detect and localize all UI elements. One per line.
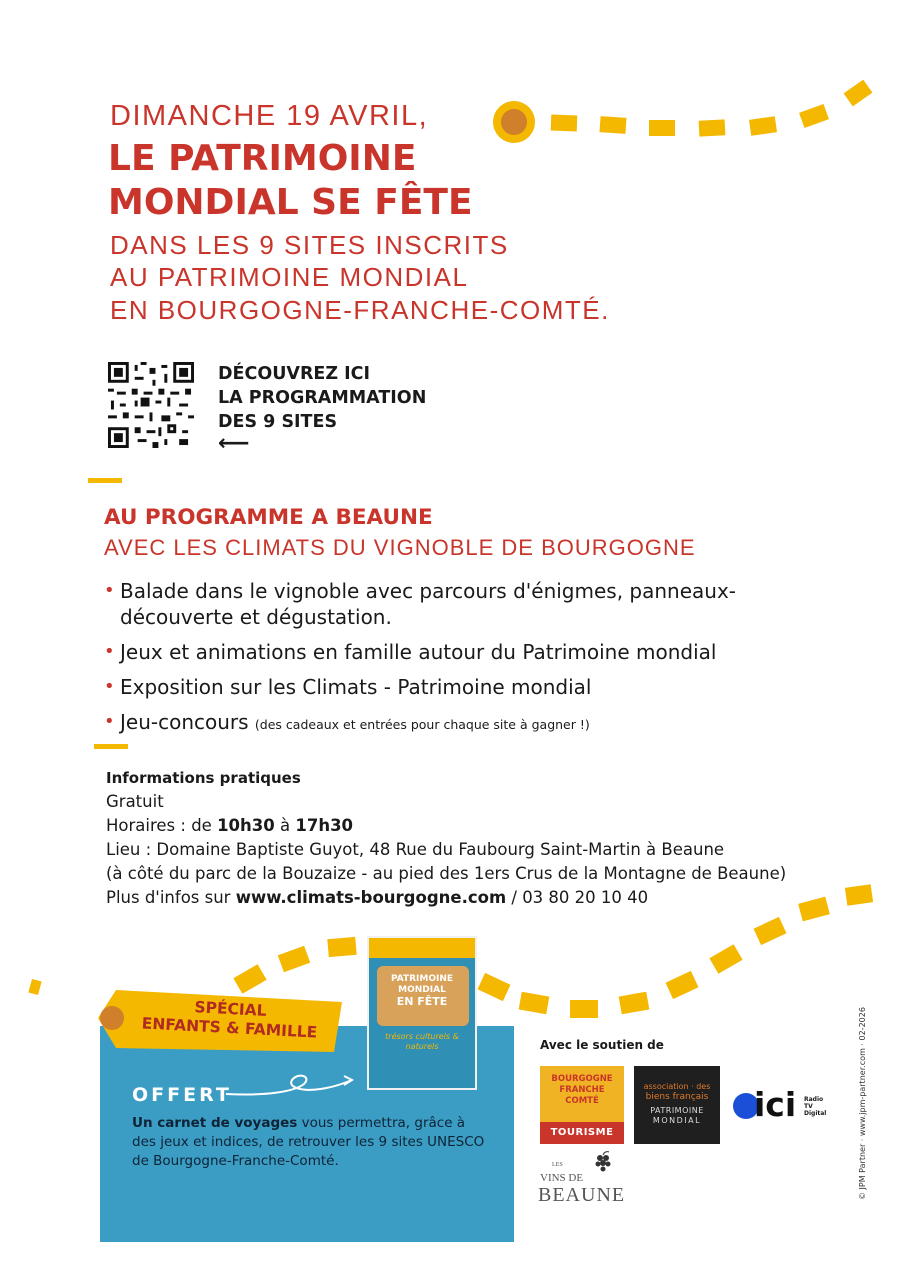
event-date: DIMANCHE 19 AVRIL, [110,100,429,132]
booklet-image [367,936,477,1090]
sponsors-label: Avec le soutien de [540,1038,664,1052]
info-place: Lieu : Domaine Baptiste Guyot, 48 Rue du Faubourg Saint-Martin à Beaune [106,840,725,859]
offer-title: OFFERT [132,1084,232,1106]
qr-code[interactable] [108,362,194,448]
offer-text: Un carnet de voyages vous permettra, grâce à des jeux et indices, de retrouver les 9 sites UNESCO de Bourgogne-Franche-Comté. [132,1115,485,1169]
tag-line-2: ENFANTS & FAMILLE [141,1014,318,1042]
vins-de-beaune-logo [534,1150,644,1212]
bfc-tourisme-logo [540,1066,624,1144]
assoc-line-3: PATRIMOINE [650,1106,704,1115]
arrow-left-icon: ⟵ [218,431,250,456]
assoc-line-2: biens français [645,1092,709,1102]
ici-sub-3: Digital [804,1110,827,1117]
subtitle-line-1: DANS LES 9 SITES INSCRITS [110,230,509,260]
grape-icon [592,1150,614,1174]
ici-sub-2: TV [804,1103,813,1110]
program-subtitle: AVEC LES CLIMATS DU VIGNOBLE DE BOURGOGNE [104,535,696,560]
booklet-line-2: MONDIAL [398,985,446,995]
info-more: Plus d'infos sur www.climats-bourgogne.com / 03 80 20 10 40 [106,888,649,907]
ici-logo [730,1086,826,1126]
credit-text: © JPM Partner · www.jpm-partner.com · 02-2026 [858,1007,867,1200]
list-item: • Jeu-concours (des cadeaux et entrées pour chaque site à gagner !) [104,710,590,734]
vins-text: VINS DE [540,1172,584,1184]
practical-info [106,766,826,910]
ici-sub-1: Radio [804,1096,824,1103]
website-link[interactable]: www.climats-bourgogne.com [235,888,507,907]
list-item: • Exposition sur les Climats - Patrimoine mondial [104,675,592,699]
title-line-1: LE PATRIMOINE [108,138,417,179]
info-place-note: (à côté du parc de la Bouzaize - au pied des 1ers Crus de la Montagne de Beaune) [106,864,787,883]
program-title: AU PROGRAMME A BEAUNE [104,505,433,530]
booklet-line-1: PATRIMOINE [390,974,454,984]
info-price: Gratuit [106,792,164,811]
assoc-line-1: association · des [643,1082,711,1091]
subtitle-line-3: EN BOURGOGNE-FRANCHE-COMTÉ. [110,295,610,325]
assoc-patrimoine-logo [634,1066,720,1144]
info-hours: Horaires : de 10h30 à 17h30 [106,816,354,835]
qr-caption-line-1: DÉCOUVREZ ICI [218,364,371,384]
bfc-logo-bottom: TOURISME [540,1122,624,1144]
bfc-logo-text: BOURGOGNE FRANCHE COMTÉ [551,1074,613,1106]
title-line-2: MONDIAL SE FÊTE [108,182,473,223]
program-list [104,578,804,747]
qr-caption-line-2: LA PROGRAMMATION [218,388,427,408]
vins-small: LES [552,1162,563,1168]
ici-logo-text: ici [754,1085,797,1124]
tag-line-1: SPÉCIAL [194,998,268,1020]
swirl-arrow-icon [224,1070,354,1100]
contest-note: (des cadeaux et entrées pour chaque site à gagner !) [254,717,590,732]
assoc-line-4: MONDIAL [652,1116,702,1125]
list-item: • Balade dans le vignoble avec parcours d'énigmes, panneaux-découverte et dégustation. [104,579,737,629]
list-item: • Jeux et animations en famille autour du Patrimoine mondial [104,640,717,664]
subtitle-line-2: AU PATRIMOINE MONDIAL [110,262,469,292]
info-heading: Informations pratiques [106,769,301,787]
booklet-line-3: EN FÊTE [396,995,448,1008]
qr-caption-line-3: DES 9 SITES [218,412,338,432]
beaune-text: BEAUNE [538,1184,626,1206]
booklet-line-4: trésors culturels & naturels [385,1032,459,1051]
